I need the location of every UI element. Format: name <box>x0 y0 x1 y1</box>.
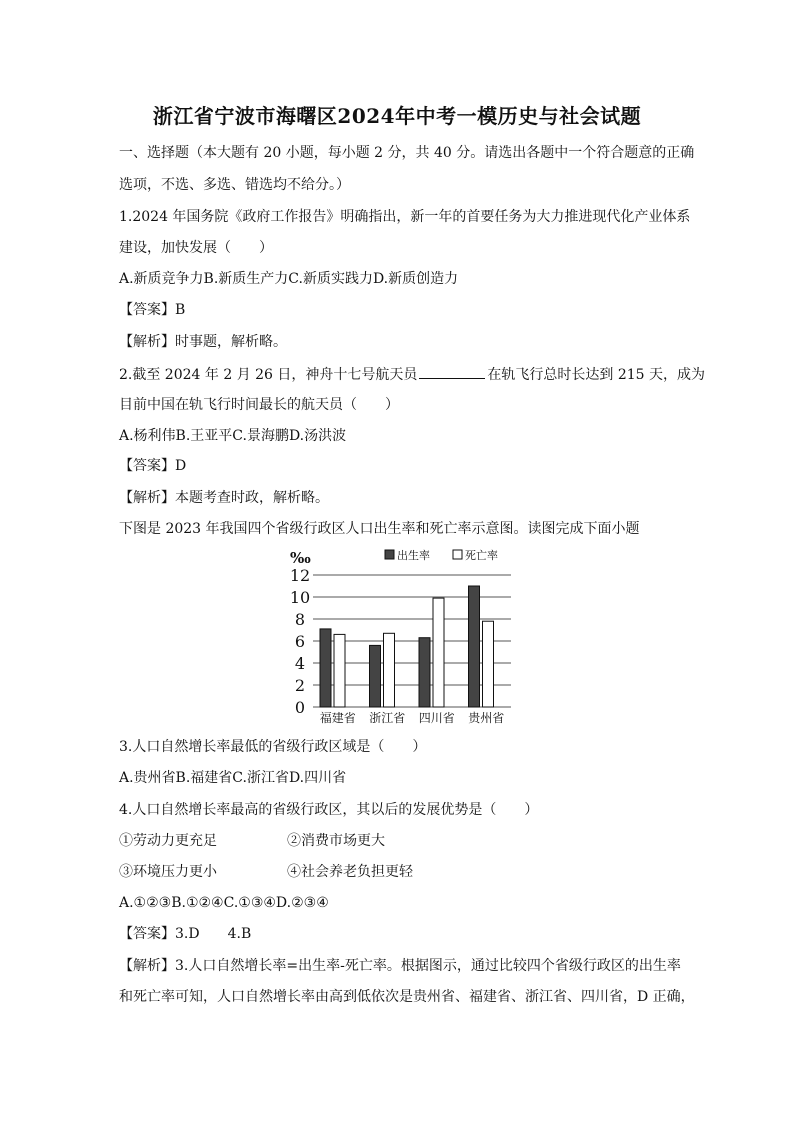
q4-item4: ④社会养老负担更轻 <box>287 864 413 880</box>
chart-intro: 下图是 2023 年我国四个省级行政区人口出生率和死亡率示意图。读图完成下面小题 <box>119 521 640 537</box>
x-category-label-0: 福建省 <box>319 711 356 725</box>
bar-birth-0 <box>320 629 331 707</box>
bar-birth-1 <box>370 645 381 707</box>
section-instructions-line1: 一、选择题（本大题有 20 小题，每小题 2 分，共 40 分。请选出各题中一个符合题意的正确 <box>119 145 695 161</box>
legend-label-birth: 出生率 <box>397 549 430 562</box>
q4-item3: ③环境压力更小 <box>119 864 217 880</box>
x-category-label-3: 贵州省 <box>468 711 505 725</box>
q2-stem-line2: 目前中国在轨飞行时间最长的航天员（ ） <box>119 397 399 413</box>
y-tick-label-4: 4 <box>294 654 306 673</box>
legend-swatch-death <box>453 550 462 559</box>
y-tick-label-10: 10 <box>289 588 311 607</box>
legend-swatch-birth <box>385 550 394 559</box>
q34-answer: 【答案】3.D 4.B <box>119 926 252 942</box>
q4-item1: ①劳动力更充足 <box>119 833 217 849</box>
q2-stem-line1 <box>119 364 705 385</box>
q4-item-row1 <box>119 831 385 851</box>
q1-stem-line2: 建设，加快发展（ ） <box>119 240 273 256</box>
q4-item2: ②消费市场更大 <box>287 833 385 849</box>
page-title: 浙江省宁波市海曙区2024年中考一模历史与社会试题 <box>152 104 642 128</box>
q1-stem-line1: 1.2024 年国务院《政府工作报告》明确指出，新一年的首要任务为大力推进现代化产业体系 <box>119 209 691 225</box>
x-category-label-1: 浙江省 <box>369 711 406 725</box>
y-tick-label-6: 6 <box>294 632 306 651</box>
q4-item-row2 <box>119 862 413 882</box>
q1-options: A.新质竞争力B.新质生产力C.新质实践力D.新质创造力 <box>119 271 459 287</box>
legend-label-death: 死亡率 <box>465 549 498 562</box>
q34-analysis-line1: 【解析】3.人口自然增长率=出生率-死亡率。根据图示，通过比较四个省级行政区的出生率 <box>119 958 681 974</box>
q1-answer: 【答案】B <box>119 302 186 318</box>
q2-stem-part2: 在轨飞行总时长达到 215 天，成为 <box>487 367 706 383</box>
y-tick-label-2: 2 <box>294 676 306 695</box>
bar-death-0 <box>334 634 345 707</box>
bar-death-1 <box>384 633 395 707</box>
q3-stem: 3.人口自然增长率最低的省级行政区域是（ ） <box>119 739 427 755</box>
q34-analysis-line2: 和死亡率可知，人口自然增长率由高到低依次是贵州省、福建省、浙江省、四川省，D 正确， <box>119 989 695 1005</box>
section-instructions-line2: 选项，不选、多选、错选均不给分。） <box>119 177 350 193</box>
bar-birth-3 <box>469 586 480 707</box>
q2-stem-part1: 2.截至 2024 年 2 月 26 日，神舟十七号航天员 <box>119 367 418 383</box>
q2-answer: 【答案】D <box>119 458 187 474</box>
q2-options: A.杨利伟B.王亚平C.景海鹏D.汤洪波 <box>119 428 347 444</box>
q1-analysis: 【解析】时事题，解析略。 <box>119 334 287 350</box>
birth-death-rate-chart <box>285 546 525 726</box>
y-tick-label-12: 12 <box>289 566 311 585</box>
q4-stem: 4.人口自然增长率最高的省级行政区，其以后的发展优势是（ ） <box>119 802 539 818</box>
y-tick-label-0: 0 <box>294 698 306 717</box>
y-axis-unit-label: ‰ <box>290 549 311 567</box>
bar-death-3 <box>483 621 494 707</box>
bar-death-2 <box>433 598 444 707</box>
q3-options: A.贵州省B.福建省C.浙江省D.四川省 <box>119 770 347 786</box>
q2-analysis: 【解析】本题考查时政，解析略。 <box>119 490 329 506</box>
q2-blank <box>419 364 485 379</box>
bar-birth-2 <box>419 638 430 707</box>
x-category-label-2: 四川省 <box>418 711 455 725</box>
q4-options: A.①②③B.①②④C.①③④D.②③④ <box>119 895 329 911</box>
y-tick-label-8: 8 <box>294 610 306 629</box>
